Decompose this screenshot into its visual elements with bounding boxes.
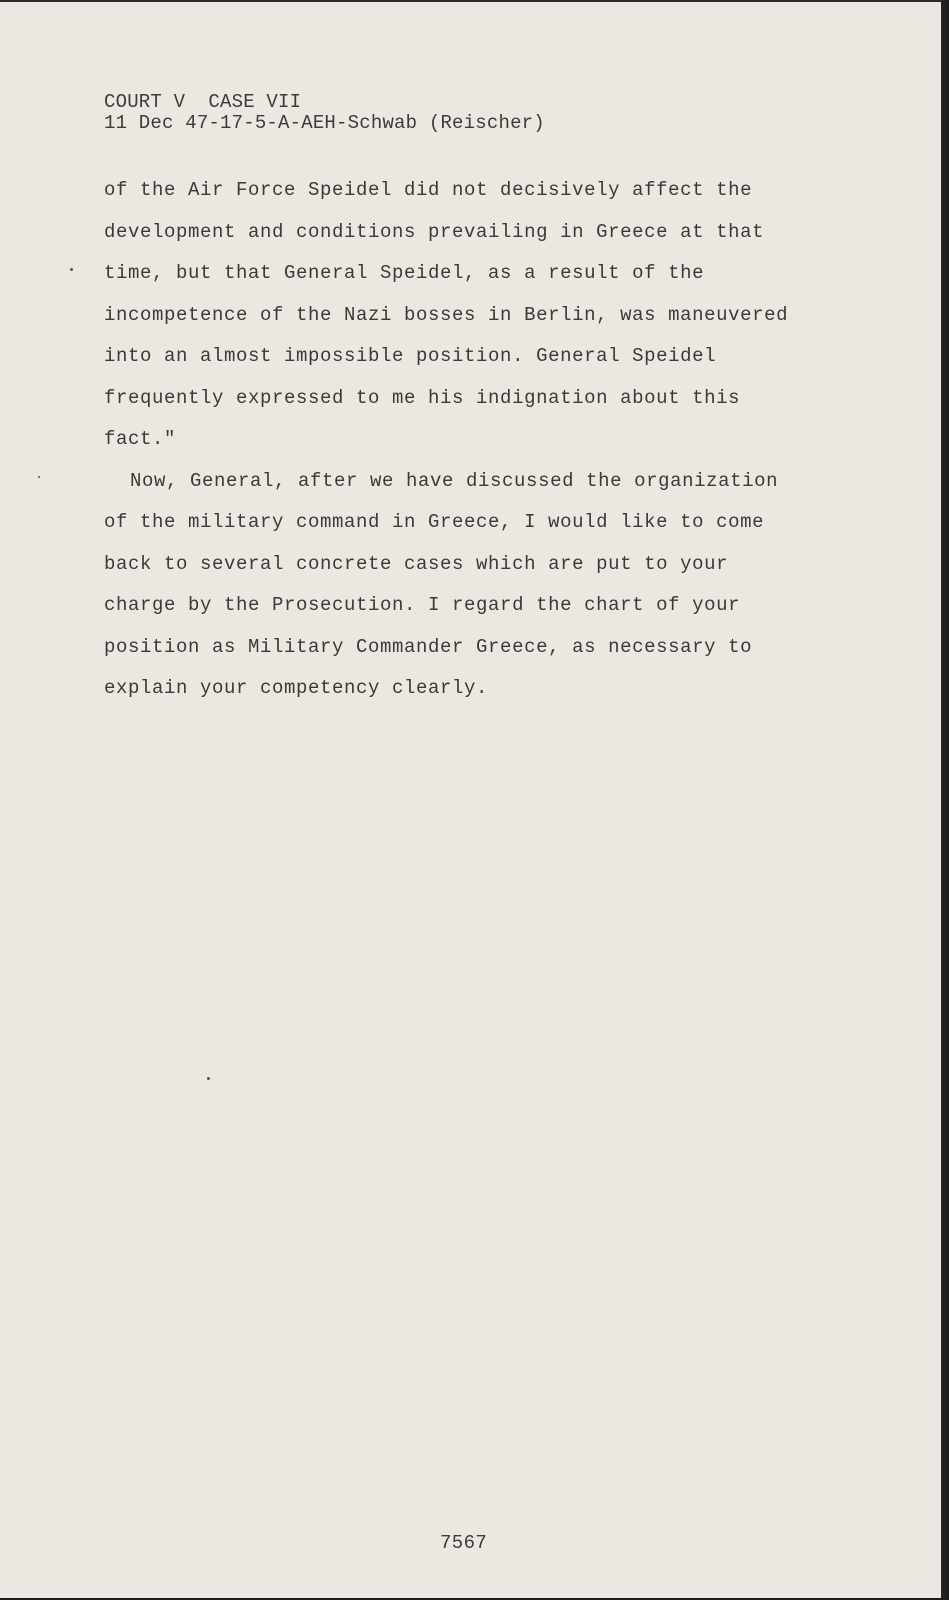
text-line: into an almost impossible position. General Speidel xyxy=(104,345,717,367)
text-line: time, but that General Speidel, as a result of the xyxy=(104,262,705,284)
transcript-body xyxy=(104,170,824,710)
text-line: position as Military Commander Greece, as necessary to xyxy=(104,635,753,658)
paper-speck xyxy=(38,476,40,478)
paper-speck xyxy=(70,268,73,271)
text-line: development and conditions prevailing in Greece at that xyxy=(104,220,765,243)
text-line: back to several concrete cases which are put to your xyxy=(104,552,729,575)
document-header xyxy=(104,92,545,134)
paper-speck xyxy=(207,1077,210,1080)
text-line: of the military command in Greece, I would like to come xyxy=(104,511,765,533)
court-case-line: COURT V CASE VII xyxy=(104,91,302,113)
page-number: 7567 xyxy=(440,1532,488,1554)
date-reference-line: 11 Dec 47-17-5-A-AEH-Schwab (Reischer) xyxy=(104,112,545,134)
text-line: explain your competency clearly. xyxy=(104,677,489,699)
text-line: charge by the Prosecution. I regard the chart of your xyxy=(104,594,741,616)
text-line: fact." xyxy=(104,428,177,450)
text-line: frequently expressed to me his indignation about this xyxy=(104,386,741,409)
text-line: of the Air Force Speidel did not decisively affect the xyxy=(104,179,753,201)
text-line: incompetence of the Nazi bosses in Berlin, was maneuvered xyxy=(104,303,789,326)
paragraph-start-line: Now, General, after we have discussed the organization xyxy=(130,469,779,492)
